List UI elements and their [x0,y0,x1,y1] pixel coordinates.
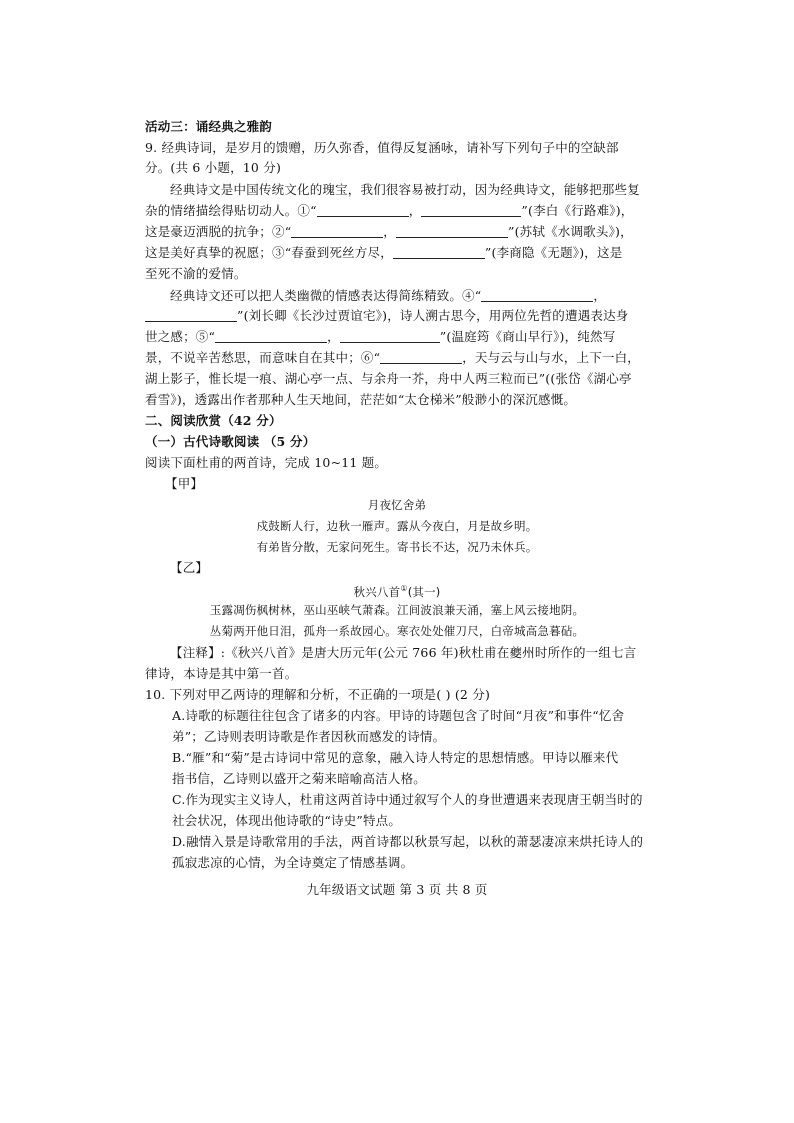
footnote-mark: ① [400,584,408,593]
poem-a-label: 【甲】 [165,476,204,491]
q9-p1-line4: 这是美好真挚的祝愿；③“春蚕到死丝方尽， ”(李商隐《无题》)，这是 [145,245,623,260]
poem-b-line1: 玉露凋伤枫树林，巫山巫峡气萧森。江间波浪兼天涌，塞上风云接地阴。 [209,603,585,617]
q10-option-c-line1: C.作为现实主义诗人，杜甫这两首诗中通过叙写个人的身世遭遇来表现唐王朝当时的 [172,792,643,807]
q10-option-b-line2: 指书信，乙诗则以盛开之菊来暗喻高洁人格。 [172,771,427,786]
blank-5b[interactable] [340,328,440,343]
blank-2b[interactable] [396,223,508,238]
q10-option-b-line1: B.“雁”和“菊”是古诗词中常见的意象，融入诗人特定的思想情感。甲诗以雁来代 [172,750,619,765]
q9-p2-line2: ”(刘长卿《长沙过贾谊宅》)，诗人溯古思今，用两位先哲的遭遇表达身 [145,306,629,326]
q9-stem-line2: 分。(共 6 小题，10 分) [145,160,282,175]
poem-b-line2: 丛菊两开他日泪，孤舟一系故园心。寒衣处处催刀尺，白帝城高急暮砧。 [209,624,585,638]
q9-p1-line2: 杂的情绪描绘得贴切动人。①“ ， ”(李白《行路难》)， [145,203,634,218]
poem-a-title: 月夜忆舍弟 [367,498,427,512]
q9-p2-line5: 湖上影子，惟长堤一痕、湖心亭一点、与余舟一芥，舟中人两三粒而已”((张岱《湖心亭 [145,371,632,386]
q10-option-a-line1: A.诗歌的标题往往包含了诸多的内容。甲诗的诗题包含了时间“月夜”和事件“忆舍 [172,708,625,723]
blank-4b[interactable] [145,307,237,322]
blank-1a[interactable] [317,202,409,217]
page-footer: 九年级语文试题 第 3 页 共 8 页 [306,882,488,897]
poem-b-title: 秋兴八首①(其一) [353,584,441,599]
q10-option-c-line2: 社会状况，体现出他诗歌的“诗史”特点。 [172,813,402,828]
poem-b-label: 【乙】 [170,560,209,575]
q9-p2-line3: 世之感；⑤“ ， ”(温庭筠《商山早行》)，纯然写 [145,329,616,344]
poem-a-line2: 有弟皆分散，无家问死生。寄书长不达，况乃未休兵。 [256,540,538,554]
q9-stem-line1: 9. 经典诗词，是岁月的馈赠，历久弥香，值得反复涵咏，请补写下列句子中的空缺部 [145,140,619,155]
annotation-line2: 律诗，本诗是其中第一首。 [145,666,298,681]
blank-1b[interactable] [421,202,521,217]
q9-p1-line1: 经典诗文是中国传统文化的瑰宝，我们很容易被打动，因为经典诗文，能够把那些复 [170,182,640,197]
blank-5a[interactable] [215,328,327,343]
section2-instruction: 阅读下面杜甫的两首诗，完成 10~11 题。 [145,455,388,470]
poem-a-line1: 戍鼓断人行，边秋一雁声。露从今夜白，月是故乡明。 [256,519,538,533]
q9-p2-line4: 景，不说辛苦愁思，而意味自在其中；⑥“ ，天与云与山与水，上下一白， [145,350,641,365]
activity-title: 活动三：诵经典之雅韵 [145,119,273,134]
q10-option-d-line1: D.融情入景是诗歌常用的手法，两首诗都以秋景写起，以秋的萧瑟凄凉来烘托诗人的 [172,834,644,849]
blank-4a[interactable] [481,287,593,302]
q10-stem: 10. 下列对甲乙两诗的理解和分析，不正确的一项是( ) (2 分) [145,687,491,702]
q9-p2-line1: 经典诗文还可以把人类幽微的情感表达得简练精致。④“ ， [170,288,607,303]
q10-option-a-line2: 弟”；乙诗则表明诗歌是作者因秋而感发的诗情。 [172,729,446,744]
section2-subtitle: （一）古代诗歌阅读 （5 分） [145,434,316,449]
q10-option-d-line2: 孤寂悲凉的心情，为全诗奠定了情感基调。 [172,855,414,870]
blank-3[interactable] [393,244,485,259]
q9-p2-line6: 看雪》)，透露出作者那种人生天地间，茫茫如“太仓梯米”般渺小的深沉感慨。 [145,392,577,407]
blank-6[interactable] [380,349,462,364]
q9-p1-line5: 至死不渝的爱情。 [145,266,247,281]
blank-2a[interactable] [291,223,383,238]
annotation-line1: 【注释】:《秋兴八首》是唐大历元年(公元 766 年)秋杜甫在夔州时所作的一组七言 [170,645,637,660]
section2-title: 二、阅读欣赏（42 分） [145,413,282,428]
q9-p1-line3: 这是豪迈洒脱的抗争；②“ ， ”(苏轼《水调歌头》)， [145,224,633,239]
